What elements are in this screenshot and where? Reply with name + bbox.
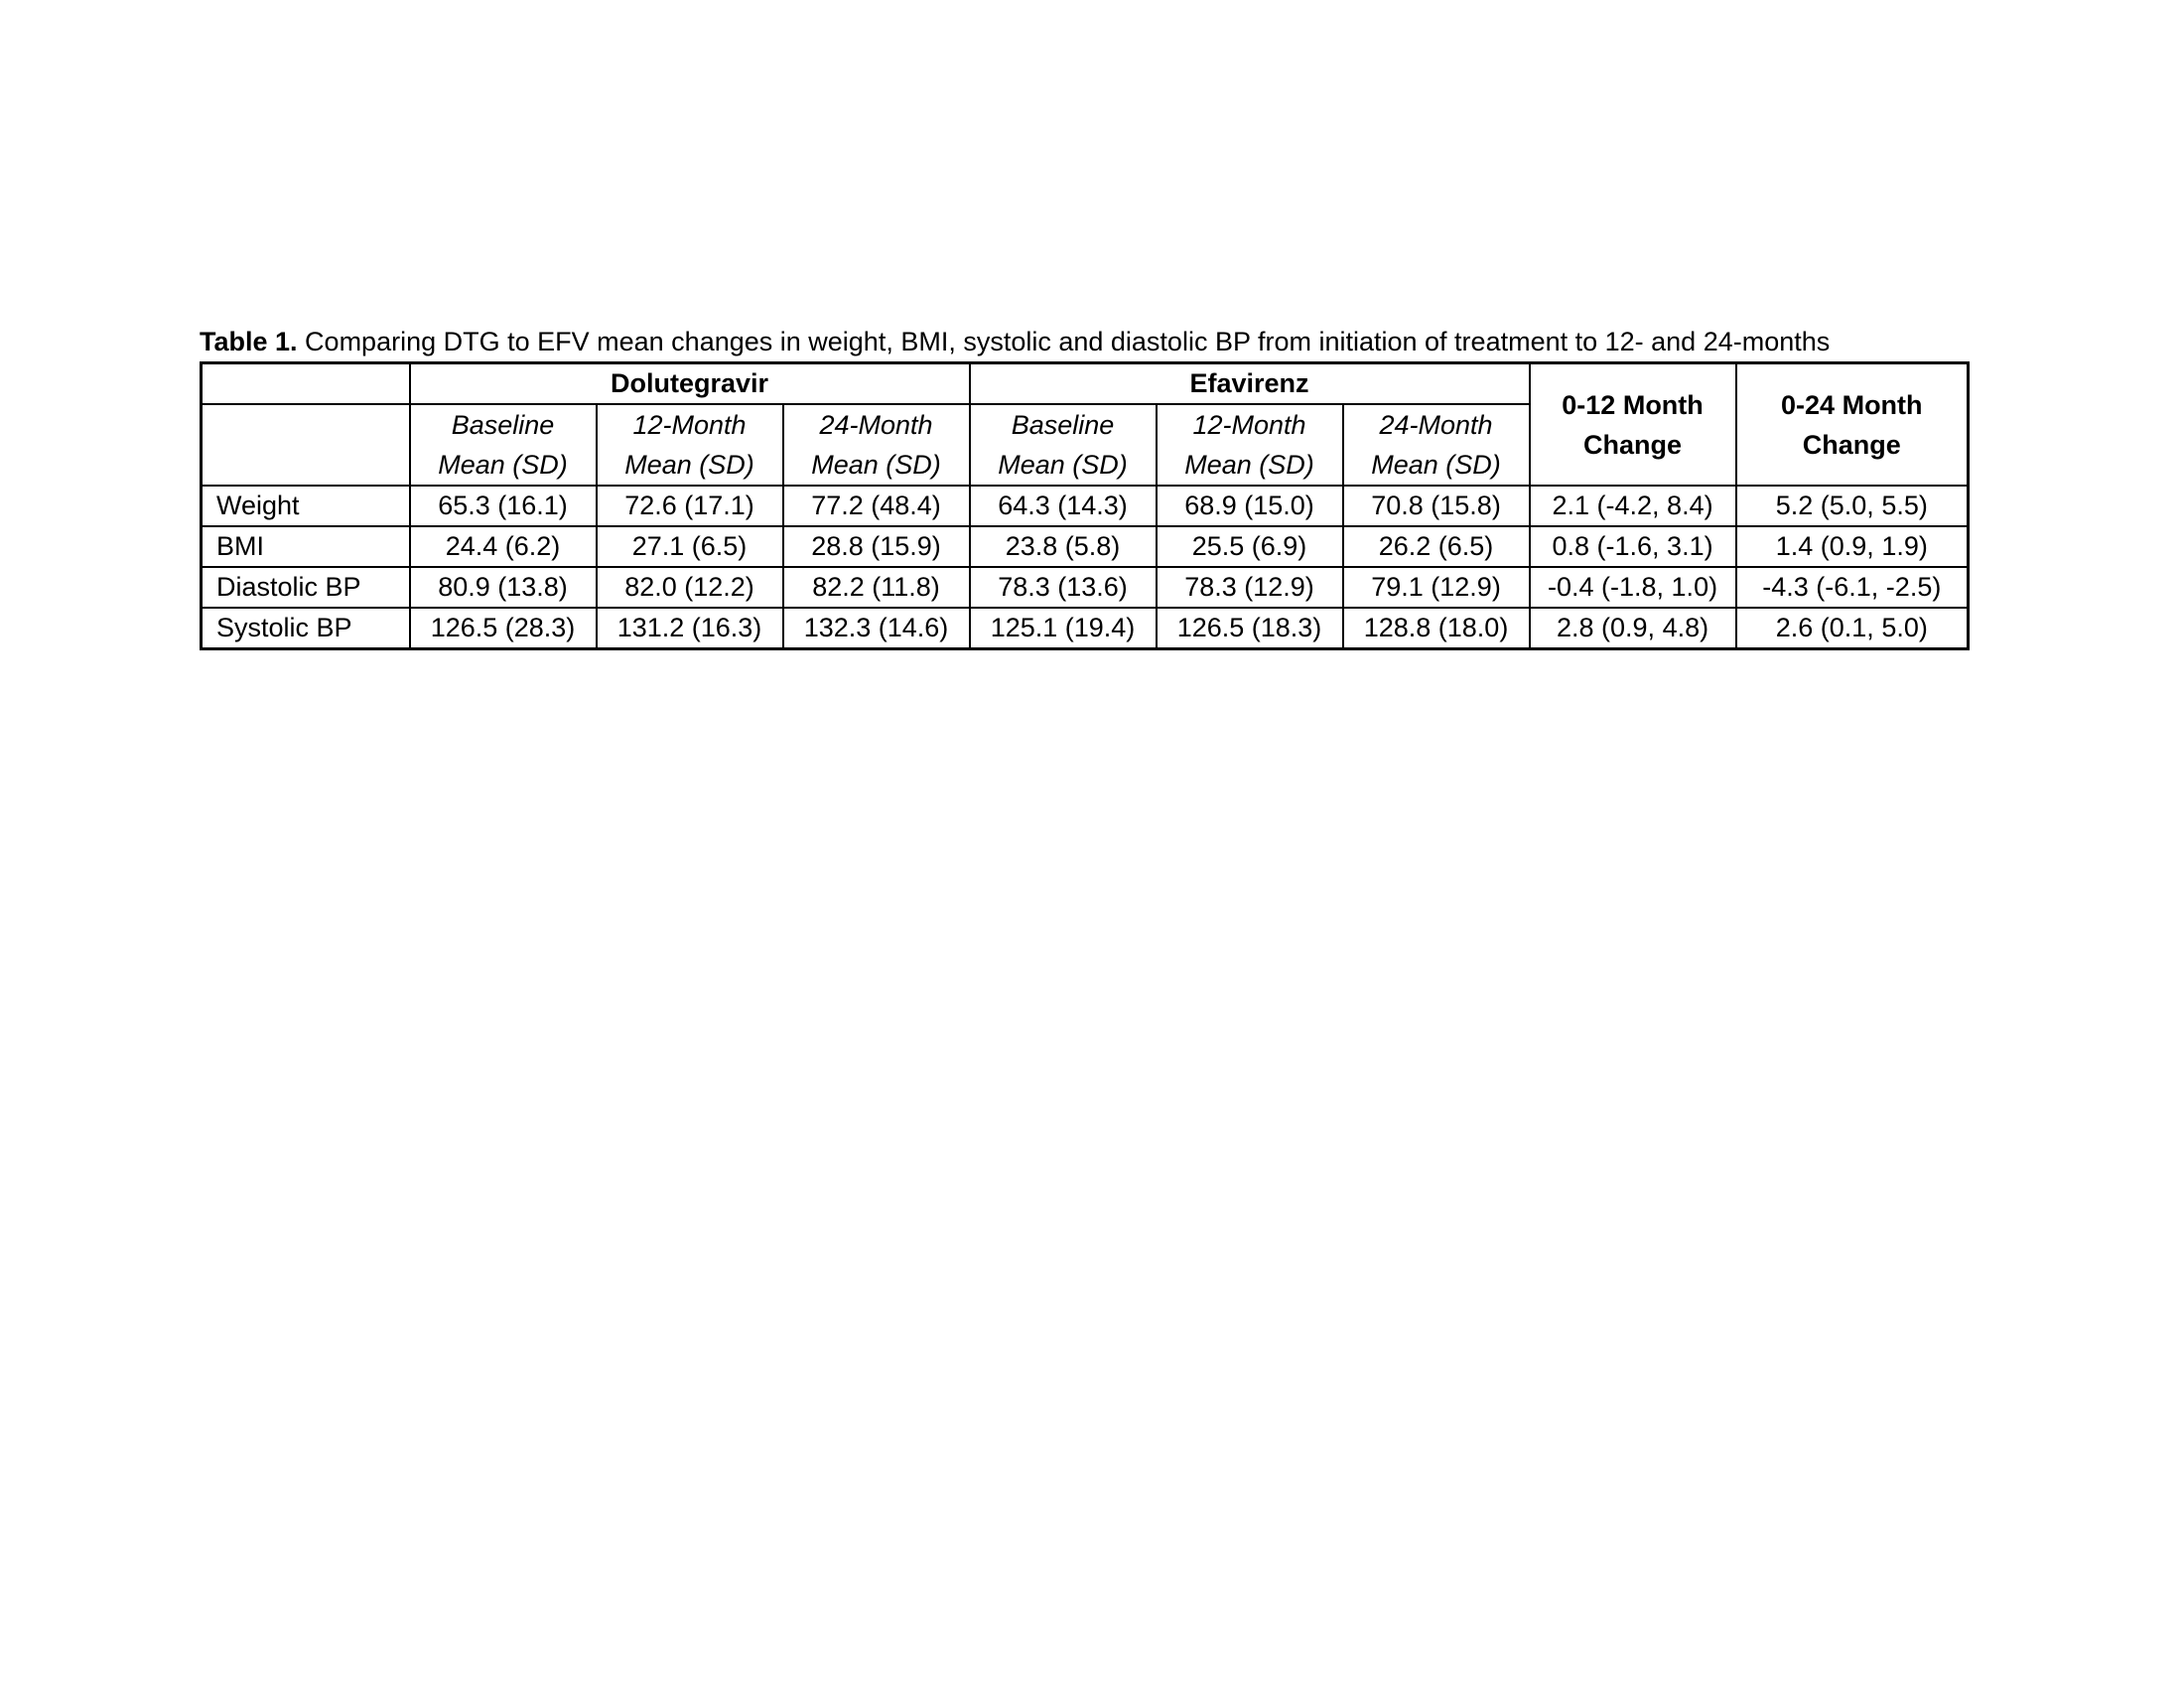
- table-cell: 79.1 (12.9): [1343, 567, 1530, 608]
- change-12-line-2: Change: [1583, 429, 1683, 460]
- caption-lead: Table 1.: [200, 327, 298, 356]
- subheader-dtg-12-month: 12-Month Mean (SD): [597, 404, 783, 486]
- subheader-efv-24-month: 24-Month Mean (SD): [1343, 404, 1530, 486]
- subheader-efv-baseline: Baseline Mean (SD): [970, 404, 1157, 486]
- table-cell: 77.2 (48.4): [783, 486, 970, 526]
- table-row-systolic-bp: [202, 608, 1969, 649]
- corner-cell: [202, 363, 410, 405]
- row-label: Weight: [202, 486, 410, 526]
- group-header-row: [202, 363, 1969, 405]
- table-cell: 80.9 (13.8): [410, 567, 597, 608]
- table-cell: 68.9 (15.0): [1157, 486, 1343, 526]
- table-cell: 0.8 (-1.6, 3.1): [1530, 526, 1736, 567]
- change-24-line-2: Change: [1802, 429, 1901, 460]
- group-header-efavirenz: Efavirenz: [970, 363, 1530, 405]
- row-label: Systolic BP: [202, 608, 410, 649]
- table-cell: -4.3 (-6.1, -2.5): [1736, 567, 1969, 608]
- table-cell: 125.1 (19.4): [970, 608, 1157, 649]
- table-cell: 28.8 (15.9): [783, 526, 970, 567]
- table-cell: 128.8 (18.0): [1343, 608, 1530, 649]
- table-cell: 64.3 (14.3): [970, 486, 1157, 526]
- table-cell: 82.0 (12.2): [597, 567, 783, 608]
- change-24-line-1: 0-24 Month: [1781, 389, 1923, 420]
- table-cell: 78.3 (13.6): [970, 567, 1157, 608]
- results-table: [200, 361, 1970, 650]
- row-label-header: [202, 404, 410, 486]
- table-cell: 131.2 (16.3): [597, 608, 783, 649]
- row-label: BMI: [202, 526, 410, 567]
- table-cell: 26.2 (6.5): [1343, 526, 1530, 567]
- subheader-efv-12-month: 12-Month Mean (SD): [1157, 404, 1343, 486]
- table-cell: 132.3 (14.6): [783, 608, 970, 649]
- table-cell: 1.4 (0.9, 1.9): [1736, 526, 1969, 567]
- subheader-dtg-baseline: Baseline Mean (SD): [410, 404, 597, 486]
- table-cell: 2.8 (0.9, 4.8): [1530, 608, 1736, 649]
- table-cell: 25.5 (6.9): [1157, 526, 1343, 567]
- table-cell: 2.1 (-4.2, 8.4): [1530, 486, 1736, 526]
- table-row-weight: [202, 486, 1969, 526]
- table-block: [200, 324, 1967, 650]
- table-cell: 78.3 (12.9): [1157, 567, 1343, 608]
- caption-text: Comparing DTG to EFV mean changes in weight, BMI, systolic and diastolic BP from initiation of treatment to 12- and 24-months: [297, 327, 1831, 356]
- group-header-0-12-change: [1530, 363, 1736, 487]
- change-12-line-1: 0-12 Month: [1562, 389, 1704, 420]
- table-cell: 5.2 (5.0, 5.5): [1736, 486, 1969, 526]
- table-cell: 65.3 (16.1): [410, 486, 597, 526]
- subheader-dtg-24-month: 24-Month Mean (SD): [783, 404, 970, 486]
- table-cell: 126.5 (18.3): [1157, 608, 1343, 649]
- table-cell: 23.8 (5.8): [970, 526, 1157, 567]
- table-row-diastolic-bp: [202, 567, 1969, 608]
- table-cell: 126.5 (28.3): [410, 608, 597, 649]
- table-cell: 24.4 (6.2): [410, 526, 597, 567]
- table-cell: 72.6 (17.1): [597, 486, 783, 526]
- table-row-bmi: [202, 526, 1969, 567]
- table-cell: 27.1 (6.5): [597, 526, 783, 567]
- table-caption: [200, 324, 1967, 359]
- row-label: Diastolic BP: [202, 567, 410, 608]
- table-cell: 2.6 (0.1, 5.0): [1736, 608, 1969, 649]
- group-header-dolutegravir: Dolutegravir: [410, 363, 970, 405]
- group-header-0-24-change: [1736, 363, 1969, 487]
- table-cell: 70.8 (15.8): [1343, 486, 1530, 526]
- table-cell: 82.2 (11.8): [783, 567, 970, 608]
- table-cell: -0.4 (-1.8, 1.0): [1530, 567, 1736, 608]
